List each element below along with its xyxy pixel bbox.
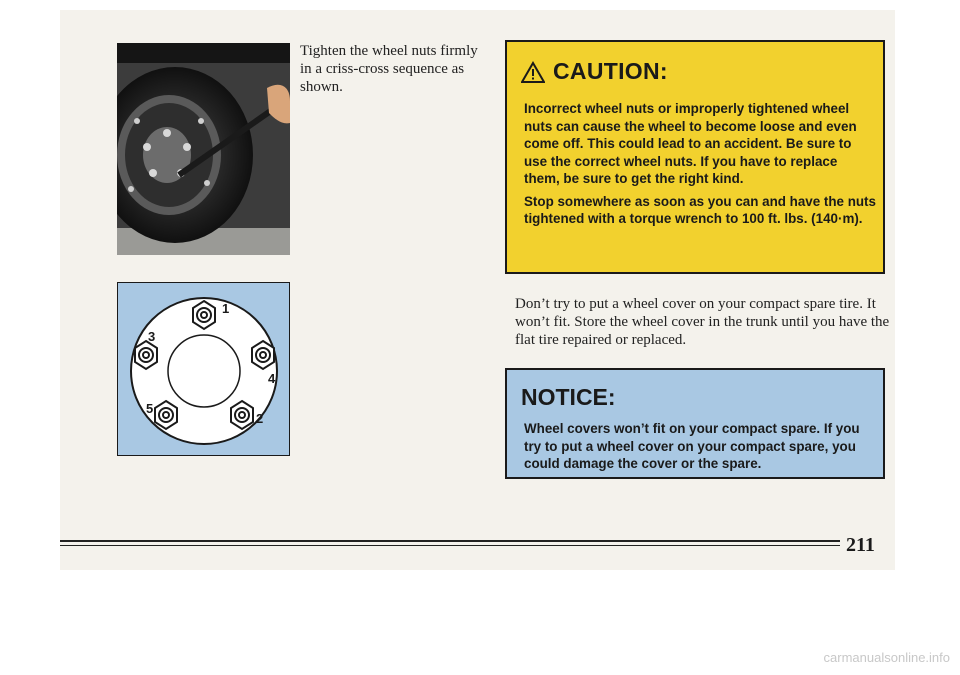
warning-triangle-icon bbox=[521, 61, 545, 83]
sequence-label-2: 2 bbox=[256, 411, 264, 426]
caution-paragraph: Incorrect wheel nuts or improperly tightened wheel nuts can cause the wheel to become loose and even come off. This could lead to an accident. Be sure to use the correct wheel nuts. If you have to replace them, be sure to get the right kind. bbox=[524, 101, 857, 186]
site-watermark: carmanualsonline.info bbox=[823, 650, 950, 665]
tighten-instruction: Tighten the wheel nuts firmly in a criss-cross sequence as shown. bbox=[300, 43, 478, 95]
sequence-label-4: 4 bbox=[268, 371, 276, 386]
notice-body: Wheel covers won’t fit on your compact spare. If you try to put a wheel cover on your compact spare, you could damage the cover or the spare. bbox=[524, 421, 860, 471]
notice-box bbox=[505, 368, 885, 479]
caution-header bbox=[521, 58, 668, 85]
caution-box bbox=[505, 40, 885, 274]
page-number: 211 bbox=[846, 534, 875, 556]
wheel-cover-instruction: Don’t try to put a wheel cover on your compact spare tire. It won’t fit. Store the wheel cover in the trunk until you have the flat tire repaired or replaced. bbox=[515, 296, 890, 348]
wheel-nut-photo bbox=[117, 43, 290, 255]
notice-title: NOTICE: bbox=[521, 384, 616, 410]
caution-paragraph: Stop somewhere as soon as you can and have the nuts tightened with a torque wrench to 100 ft. lbs. (140·m). bbox=[524, 193, 876, 226]
footer-rule bbox=[60, 540, 840, 542]
sequence-label-5: 5 bbox=[146, 401, 154, 416]
caution-title: CAUTION: bbox=[553, 58, 668, 84]
caution-body bbox=[524, 100, 876, 233]
tightening-sequence-diagram bbox=[117, 282, 290, 456]
sequence-label-1: 1 bbox=[222, 301, 230, 316]
sequence-label-3: 3 bbox=[148, 329, 156, 344]
footer-rule bbox=[60, 545, 840, 546]
